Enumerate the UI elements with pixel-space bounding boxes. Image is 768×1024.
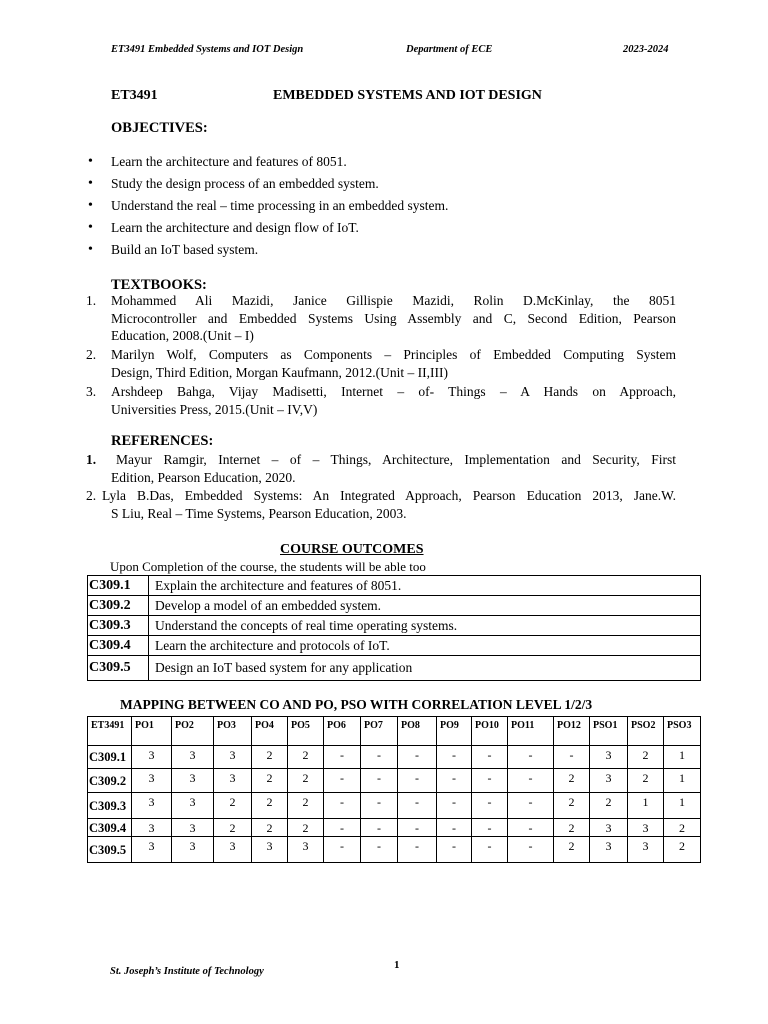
- mapping-row-code: C309.1: [88, 746, 132, 769]
- textbook-line: Mohammed Ali Mazidi, Janice Gillispie Mazidi, Rolin D.McKinlay, the 8051: [111, 293, 676, 308]
- mapping-cell: 3: [172, 793, 214, 819]
- mapping-heading: MAPPING BETWEEN CO AND PO, PSO WITH CORRELATION LEVEL 1/2/3: [120, 697, 593, 712]
- reference-line: Edition, Pearson Education, 2020.: [111, 469, 296, 485]
- co-po-mapping-table: [87, 716, 701, 863]
- mapping-cell: -: [398, 837, 437, 863]
- mapping-cell: 1: [664, 746, 701, 769]
- mapping-cell: 1: [664, 793, 701, 819]
- mapping-cell: 2: [664, 819, 701, 837]
- textbook-text: [111, 383, 676, 418]
- mapping-cell: -: [324, 819, 361, 837]
- mapping-cell: -: [361, 769, 398, 793]
- co-row: [88, 576, 701, 596]
- textbook-line: Education, 2008.(Unit – I): [111, 328, 254, 343]
- mapping-row-code: C309.5: [88, 837, 132, 863]
- mapping-cell: 3: [590, 769, 628, 793]
- co-code: C309.2: [88, 596, 149, 616]
- mapping-cell: 3: [214, 746, 252, 769]
- mapping-header-row: [88, 717, 701, 746]
- mapping-column-header: PSO2: [628, 717, 664, 746]
- textbook-number: 2.: [86, 347, 97, 362]
- mapping-cell: -: [361, 837, 398, 863]
- textbook-line: Universities Press, 2015.(Unit – IV,V): [111, 401, 318, 417]
- running-header-course: ET3491 Embedded Systems and IOT Design: [111, 44, 304, 55]
- mapping-cell: -: [437, 746, 472, 769]
- textbook-line: Arshdeep Bahga, Vijay Madisetti, Internet – of- Things – A Hands on Approach,: [111, 384, 676, 399]
- objective-item: • Learn the architecture and design flow of IoT.: [0, 217, 768, 239]
- mapping-cell: -: [324, 769, 361, 793]
- mapping-cell: -: [508, 769, 554, 793]
- mapping-column-header: PSO1: [590, 717, 628, 746]
- mapping-cell: 3: [590, 819, 628, 837]
- mapping-column-header: PO8: [398, 717, 437, 746]
- mapping-cell: -: [437, 793, 472, 819]
- mapping-cell: 2: [252, 746, 288, 769]
- textbook-item: [0, 346, 768, 386]
- mapping-cell: 2: [554, 793, 590, 819]
- mapping-cell: 2: [252, 793, 288, 819]
- mapping-row-code: C309.2: [88, 769, 132, 793]
- mapping-cell: -: [324, 793, 361, 819]
- course-outcomes-table: [87, 575, 701, 681]
- mapping-row: [88, 837, 701, 863]
- objective-item: • Learn the architecture and features of 8051.: [0, 151, 768, 173]
- mapping-cell: 3: [214, 769, 252, 793]
- course-outcomes-intro: Upon Completion of the course, the students will be able too: [110, 559, 426, 574]
- mapping-column-header: PO6: [324, 717, 361, 746]
- mapping-column-header: PO3: [214, 717, 252, 746]
- mapping-cell: 2: [554, 837, 590, 863]
- reference-item: [0, 487, 768, 527]
- mapping-cell: -: [437, 819, 472, 837]
- textbook-item: [0, 383, 768, 423]
- mapping-cell: 3: [132, 837, 172, 863]
- course-title: EMBEDDED SYSTEMS AND IOT DESIGN: [273, 88, 542, 103]
- co-code: C309.5: [88, 656, 149, 681]
- mapping-cell: -: [472, 793, 508, 819]
- mapping-column-header: PO1: [132, 717, 172, 746]
- reference-text: [102, 487, 676, 522]
- mapping-cell: 3: [172, 769, 214, 793]
- mapping-cell: -: [508, 819, 554, 837]
- mapping-cell: -: [554, 746, 590, 769]
- mapping-cell: 3: [132, 793, 172, 819]
- co-description: Learn the architecture and protocols of IoT.: [149, 636, 701, 656]
- mapping-cell: -: [361, 793, 398, 819]
- mapping-row: [88, 746, 701, 769]
- co-description: Explain the architecture and features of 8051.: [149, 576, 701, 596]
- mapping-column-header: PO4: [252, 717, 288, 746]
- mapping-cell: 1: [664, 769, 701, 793]
- co-code: C309.1: [88, 576, 149, 596]
- mapping-column-header: PO11: [508, 717, 554, 746]
- co-code: C309.3: [88, 616, 149, 636]
- mapping-cell: -: [472, 769, 508, 793]
- mapping-cell: 2: [664, 837, 701, 863]
- mapping-column-header: PO7: [361, 717, 398, 746]
- mapping-cell: 3: [288, 837, 324, 863]
- mapping-cell: 2: [590, 793, 628, 819]
- objective-item: • Build an IoT based system.: [0, 239, 768, 261]
- course-code: ET3491: [111, 88, 158, 103]
- reference-number: 1.: [86, 452, 97, 467]
- textbook-text: [111, 292, 676, 345]
- co-description: Understand the concepts of real time operating systems.: [149, 616, 701, 636]
- mapping-cell: -: [398, 769, 437, 793]
- mapping-cell: 3: [628, 837, 664, 863]
- mapping-cell: -: [398, 793, 437, 819]
- mapping-cell: 3: [214, 837, 252, 863]
- reference-text: [111, 451, 676, 486]
- mapping-cell: 3: [590, 746, 628, 769]
- mapping-row-code: C309.4: [88, 819, 132, 837]
- mapping-cell: 2: [554, 769, 590, 793]
- running-header-year: 2023-2024: [623, 44, 669, 55]
- course-outcomes-heading: COURSE OUTCOMES: [280, 542, 424, 557]
- reference-line: Mayur Ramgir, Internet – of – Things, Architecture, Implementation and Security, First: [116, 452, 676, 467]
- objectives-list: [0, 151, 768, 261]
- co-row: [88, 596, 701, 616]
- references-heading: REFERENCES:: [111, 433, 214, 449]
- mapping-cell: 2: [252, 819, 288, 837]
- textbook-line: Marilyn Wolf, Computers as Components – Principles of Embedded Computing System: [111, 347, 676, 362]
- footer-institute: St. Joseph’s Institute of Technology: [110, 966, 264, 977]
- mapping-row: [88, 819, 701, 837]
- mapping-cell: 3: [628, 819, 664, 837]
- mapping-cell: 3: [172, 746, 214, 769]
- mapping-column-header: PO5: [288, 717, 324, 746]
- mapping-cell: 2: [554, 819, 590, 837]
- objectives-heading: OBJECTIVES:: [111, 120, 208, 136]
- mapping-cell: 2: [288, 769, 324, 793]
- textbooks-heading: TEXTBOOKS:: [111, 277, 207, 293]
- mapping-cell: -: [324, 837, 361, 863]
- mapping-row: [88, 769, 701, 793]
- mapping-cell: -: [472, 837, 508, 863]
- co-description: Design an IoT based system for any application: [149, 656, 701, 681]
- mapping-column-header: ET3491: [88, 717, 132, 746]
- co-row: [88, 656, 701, 681]
- objective-item: • Study the design process of an embedded system.: [0, 173, 768, 195]
- co-row: [88, 636, 701, 656]
- mapping-cell: 2: [214, 819, 252, 837]
- textbook-number: 3.: [86, 384, 97, 399]
- mapping-row-code: C309.3: [88, 793, 132, 819]
- textbook-item: [0, 292, 768, 346]
- mapping-cell: -: [398, 819, 437, 837]
- textbook-text: [111, 346, 676, 381]
- mapping-cell: 3: [590, 837, 628, 863]
- co-row: [88, 616, 701, 636]
- mapping-cell: 3: [172, 837, 214, 863]
- mapping-cell: 2: [288, 819, 324, 837]
- mapping-cell: -: [437, 837, 472, 863]
- reference-item: [0, 451, 768, 491]
- running-header-department: Department of ECE: [406, 44, 493, 55]
- reference-number: 2.: [86, 488, 97, 503]
- mapping-cell: -: [472, 746, 508, 769]
- mapping-cell: -: [508, 837, 554, 863]
- textbook-line: Microcontroller and Embedded Systems Using Assembly and C, Second Edition, Pearson: [111, 310, 676, 326]
- mapping-cell: 2: [628, 769, 664, 793]
- mapping-cell: -: [361, 819, 398, 837]
- textbook-number: 1.: [86, 293, 97, 308]
- mapping-cell: 1: [628, 793, 664, 819]
- mapping-cell: 2: [628, 746, 664, 769]
- mapping-column-header: PO12: [554, 717, 590, 746]
- mapping-cell: -: [472, 819, 508, 837]
- mapping-cell: 2: [288, 793, 324, 819]
- mapping-column-header: PSO3: [664, 717, 701, 746]
- mapping-column-header: PO9: [437, 717, 472, 746]
- mapping-cell: -: [398, 746, 437, 769]
- textbook-line: Design, Third Edition, Morgan Kaufmann, 2012.(Unit – II,III): [111, 364, 448, 380]
- co-code: C309.4: [88, 636, 149, 656]
- mapping-cell: -: [324, 746, 361, 769]
- mapping-row: [88, 793, 701, 819]
- mapping-cell: 2: [252, 769, 288, 793]
- mapping-cell: 3: [132, 746, 172, 769]
- mapping-cell: 3: [132, 769, 172, 793]
- mapping-column-header: PO2: [172, 717, 214, 746]
- objective-item: • Understand the real – time processing in an embedded system.: [0, 195, 768, 217]
- mapping-column-header: PO10: [472, 717, 508, 746]
- mapping-cell: -: [361, 746, 398, 769]
- mapping-cell: -: [508, 793, 554, 819]
- mapping-cell: 3: [252, 837, 288, 863]
- mapping-cell: 2: [214, 793, 252, 819]
- mapping-cell: 3: [172, 819, 214, 837]
- mapping-cell: 3: [132, 819, 172, 837]
- page-number: 1: [394, 959, 400, 971]
- co-description: Develop a model of an embedded system.: [149, 596, 701, 616]
- reference-line: Lyla B.Das, Embedded Systems: An Integrated Approach, Pearson Education 2013, Jane.W.: [102, 488, 676, 503]
- reference-line: S Liu, Real – Time Systems, Pearson Education, 2003.: [111, 505, 407, 521]
- mapping-cell: -: [437, 769, 472, 793]
- mapping-cell: -: [508, 746, 554, 769]
- mapping-cell: 2: [288, 746, 324, 769]
